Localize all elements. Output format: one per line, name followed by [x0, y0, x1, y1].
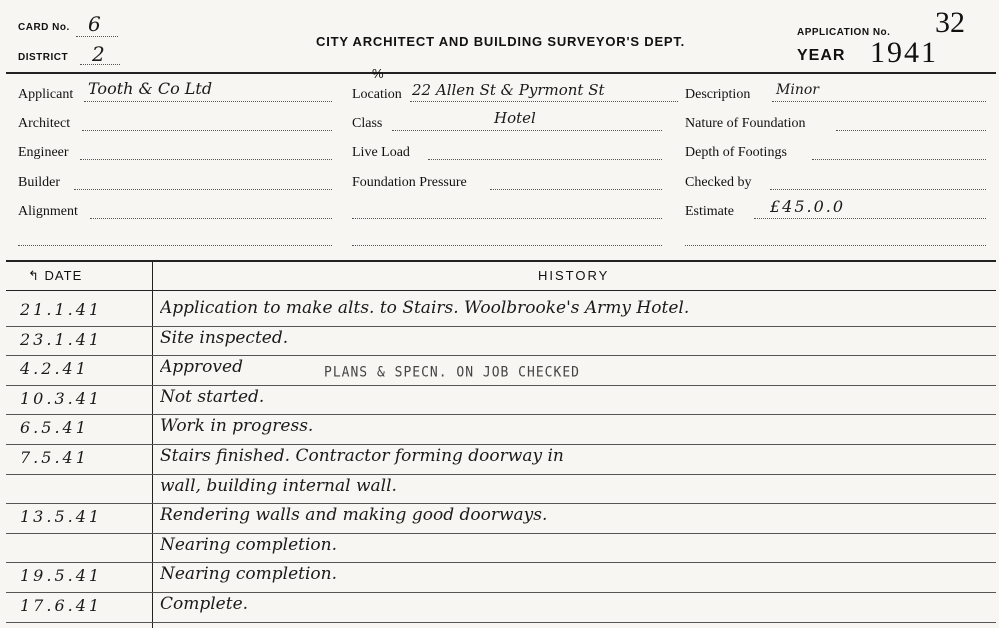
history-row-date: 17.6.41: [20, 596, 103, 615]
card-no-value: 6: [88, 12, 101, 36]
foundation-pressure-label: Foundation Pressure: [352, 175, 467, 190]
history-row-text: Work in progress.: [160, 416, 314, 436]
blank-line-4: [685, 245, 986, 246]
history-header: HISTORY: [538, 268, 610, 283]
district-value: 2: [92, 42, 105, 66]
nature-of-foundation-line: [836, 130, 986, 131]
history-row-date: 19.5.41: [20, 566, 103, 585]
district-line: [80, 64, 120, 65]
date-header-arrow-icon: ↰: [28, 268, 40, 283]
history-row-text: Complete.: [160, 594, 249, 614]
alignment-line: [90, 218, 332, 219]
description-line: [772, 101, 986, 102]
blank-line-3: [352, 245, 662, 246]
engineer-label: Engineer: [18, 145, 69, 160]
description-value: Minor: [776, 82, 819, 98]
date-header-label: DATE: [44, 268, 83, 283]
history-row-rule: [6, 355, 996, 356]
history-row-text: Nearing completion.: [160, 535, 337, 555]
live-load-label: Live Load: [352, 145, 410, 160]
checked-by-label: Checked by: [685, 175, 752, 190]
live-load-line: [428, 159, 662, 160]
history-row-text: Not started.: [160, 387, 265, 407]
history-row-rule: [6, 592, 996, 593]
history-header-rule: [6, 290, 996, 291]
location-value: 22 Allen St & Pyrmont St: [412, 81, 605, 99]
card-no-line: [76, 36, 118, 37]
history-row-text: Stairs finished. Contractor forming doorway in: [160, 446, 564, 466]
year-value: 1941: [870, 36, 938, 69]
application-no-value: 32: [935, 6, 965, 39]
date-column-divider: [152, 262, 153, 628]
history-row-rule: [6, 444, 996, 445]
depth-of-footings-label: Depth of Footings: [685, 145, 787, 160]
history-row-date: 7.5.41: [20, 448, 89, 467]
history-row-text: wall, building internal wall.: [160, 476, 397, 496]
history-row-date: 4.2.41: [20, 359, 89, 378]
location-label: Location: [352, 87, 402, 102]
applicant-line: [84, 101, 332, 102]
department-title: CITY ARCHITECT AND BUILDING SURVEYOR'S DEPT.: [316, 34, 686, 49]
history-row-rule: [6, 533, 996, 534]
history-row-rule: [6, 622, 996, 623]
architect-label: Architect: [18, 116, 71, 131]
ditto-mark: %: [372, 66, 384, 81]
engineer-line: [80, 159, 332, 160]
class-value: Hotel: [494, 109, 536, 127]
blank-line-2: [352, 218, 662, 219]
application-no-label: APPLICATION No.: [797, 27, 891, 38]
applicant-value: Tooth & Co Ltd: [88, 79, 213, 98]
history-row-date: 10.3.41: [20, 389, 103, 408]
history-row-date: 6.5.41: [20, 418, 89, 437]
estimate-label: Estimate: [685, 204, 734, 219]
district-label: DISTRICT: [18, 52, 69, 63]
history-row-text: Site inspected.: [160, 328, 289, 348]
applicant-label: Applicant: [18, 87, 74, 102]
year-label: YEAR: [797, 47, 846, 64]
class-line: [392, 130, 662, 131]
class-label: Class: [352, 116, 383, 131]
location-line: [410, 101, 678, 102]
nature-of-foundation-label: Nature of Foundation: [685, 116, 806, 131]
description-label: Description: [685, 87, 751, 102]
history-row-text: Application to make alts. to Stairs. Woolbrooke's Army Hotel.: [160, 298, 690, 318]
alignment-label: Alignment: [18, 204, 78, 219]
history-row-rule: [6, 503, 996, 504]
header-rule: [6, 72, 996, 74]
history-row-date: 23.1.41: [20, 330, 103, 349]
history-row-rule: [6, 562, 996, 563]
blank-line-1: [18, 245, 332, 246]
foundation-pressure-line: [490, 189, 662, 190]
history-row-rule: [6, 474, 996, 475]
history-row-text: Nearing completion.: [160, 564, 337, 584]
builder-label: Builder: [18, 175, 60, 190]
history-row-text: Approved: [160, 357, 243, 377]
history-row-rule: [6, 385, 996, 386]
history-top-rule: [6, 260, 996, 262]
estimate-line: [754, 218, 986, 219]
history-row-text: Rendering walls and making good doorways.: [160, 505, 548, 525]
history-row-rule: [6, 414, 996, 415]
history-row-date: 21.1.41: [20, 300, 103, 319]
history-row-date: 13.5.41: [20, 507, 103, 526]
estimate-value: £45.0.0: [770, 197, 846, 216]
date-header: [28, 268, 82, 284]
checked-by-line: [770, 189, 986, 190]
history-row-rule: [6, 326, 996, 327]
builder-line: [74, 189, 332, 190]
checked-stamp: PLANS & SPECN. ON JOB CHECKED: [324, 364, 580, 381]
card-no-label: CARD No.: [18, 22, 70, 33]
architect-line: [82, 130, 332, 131]
depth-of-footings-line: [812, 159, 986, 160]
